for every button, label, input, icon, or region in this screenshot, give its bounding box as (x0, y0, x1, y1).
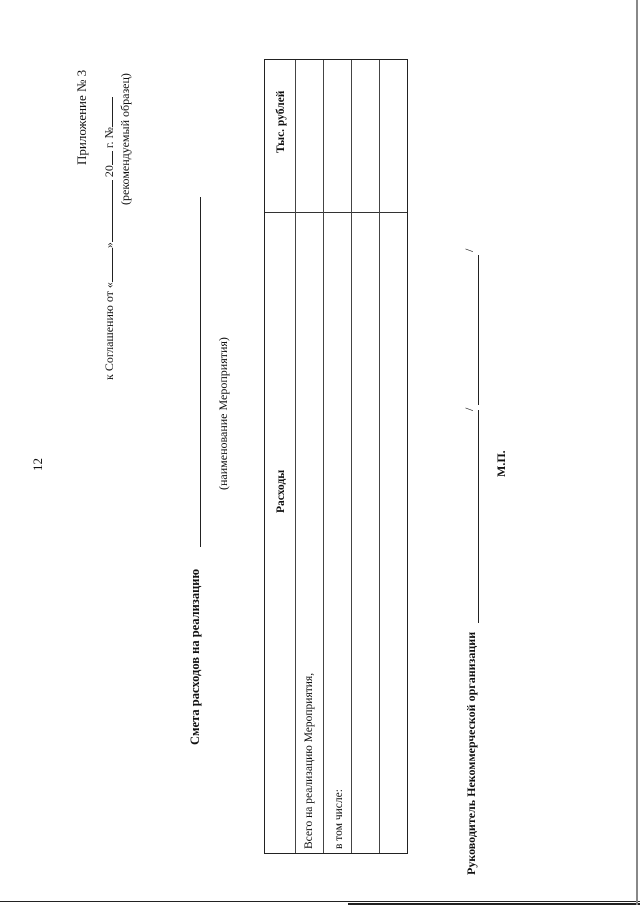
column-header-unit: Тыс. рублей (275, 90, 287, 153)
row-divider (351, 60, 352, 853)
quote-close: » (102, 242, 116, 249)
year-blank (100, 151, 113, 165)
document-title: Смета расходов на реализацию (188, 568, 202, 745)
signer-role: Руководитель Некоммерческой организации (464, 631, 478, 875)
agreement-reference (100, 97, 117, 380)
month-blank (100, 180, 113, 242)
appendix-label: Приложение № 3 (74, 69, 89, 165)
title-fill-line (200, 197, 201, 547)
column-header-expenses: Расходы (275, 469, 287, 513)
day-blank (100, 248, 113, 282)
year-prefix: 20 (102, 165, 116, 178)
page-number: 12 (30, 458, 45, 471)
signature-line (478, 410, 479, 623)
number-label: г. № (102, 127, 116, 149)
sample-note: (рекомендуемый образец) (118, 73, 132, 205)
table-row-including-label: в том числе: (333, 789, 345, 849)
row-divider (323, 60, 324, 853)
column-divider (265, 212, 407, 213)
table-row-total-label: Всего на реализацию Мероприятия, (303, 672, 315, 849)
header-divider (295, 60, 296, 853)
expenses-table (264, 59, 408, 854)
agreement-prefix: к Соглашению от « (102, 282, 116, 380)
event-name-caption: (наименование Мероприятия) (216, 337, 230, 490)
number-blank (100, 97, 113, 127)
row-divider (379, 60, 380, 853)
name-line (478, 255, 479, 405)
signature-slash: / (462, 407, 476, 411)
name-slash: / (462, 248, 476, 252)
stamp-place: М.П. (494, 450, 508, 477)
